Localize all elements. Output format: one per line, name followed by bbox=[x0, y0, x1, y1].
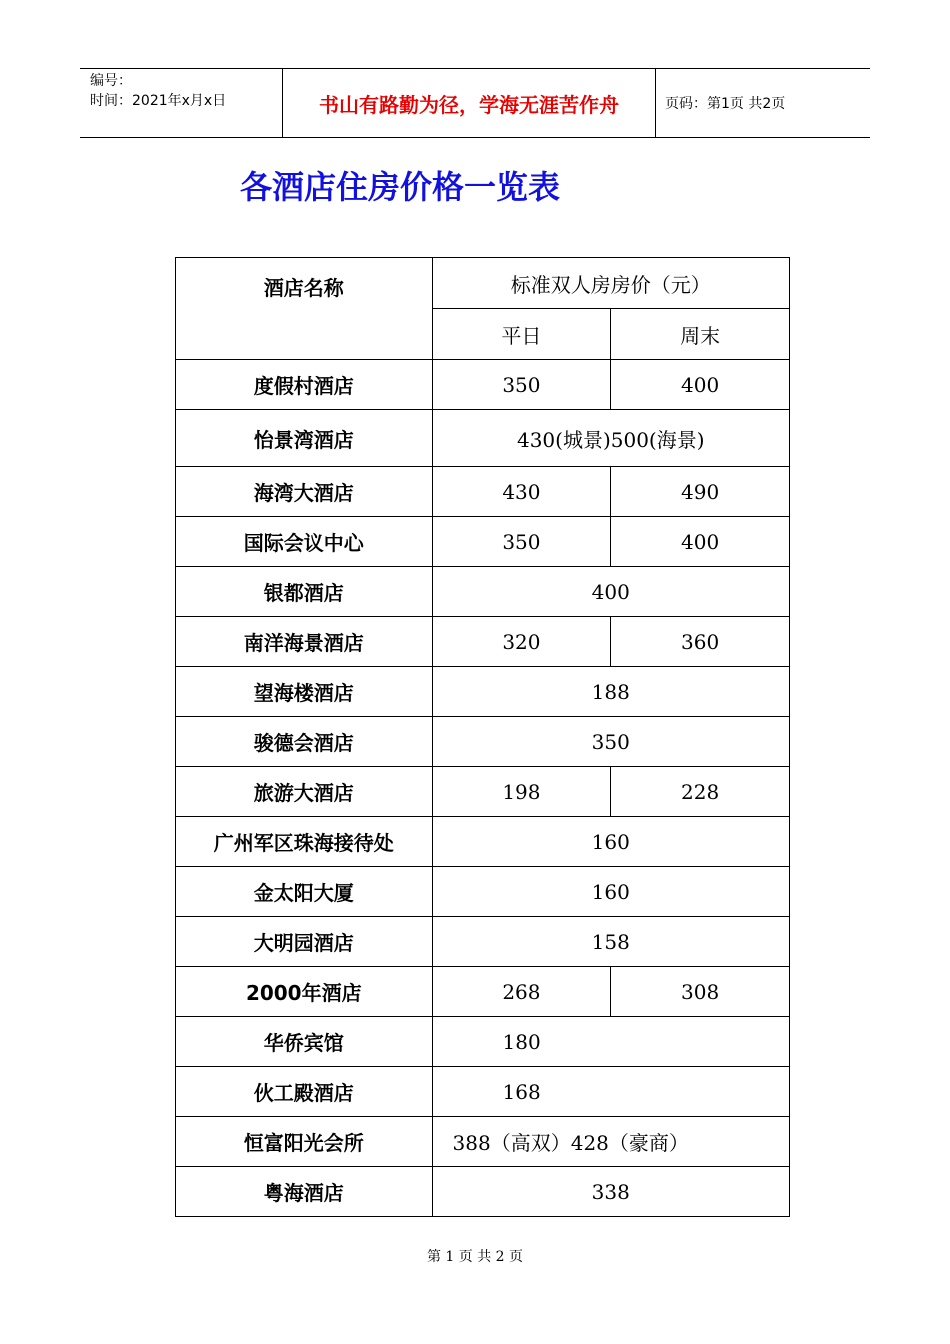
price-cell: 388（高双）428（豪商） bbox=[432, 1117, 789, 1167]
weekend-price: 228 bbox=[611, 767, 790, 817]
number-label: 编号： bbox=[90, 73, 132, 89]
hotel-name: 旅游大酒店 bbox=[176, 767, 433, 817]
col-header-weekday: 平日 bbox=[432, 309, 611, 360]
page-footer: 第 1 页 共 2 页 bbox=[426, 1249, 524, 1265]
table-row bbox=[176, 567, 790, 617]
weekend-price: 400 bbox=[611, 360, 790, 410]
price-cell: 338 bbox=[432, 1167, 789, 1217]
price-cell: 430(城景)500(海景) bbox=[432, 410, 789, 467]
table-row bbox=[176, 917, 790, 967]
hotel-name: 南洋海景酒店 bbox=[176, 617, 433, 667]
weekday-price: 198 bbox=[432, 767, 611, 817]
price-cell: 158 bbox=[432, 917, 789, 967]
table-row bbox=[176, 1017, 790, 1067]
hotel-name: 恒富阳光会所 bbox=[176, 1117, 433, 1167]
weekend-price: 308 bbox=[611, 967, 790, 1017]
hotel-name: 海湾大酒店 bbox=[176, 467, 433, 517]
weekend-price: 490 bbox=[611, 467, 790, 517]
hotel-name: 2000年酒店 bbox=[176, 967, 433, 1017]
weekend-price: 400 bbox=[611, 517, 790, 567]
hotel-name: 银都酒店 bbox=[176, 567, 433, 617]
hotel-name: 怡景湾酒店 bbox=[176, 410, 433, 467]
price-cell: 160 bbox=[432, 817, 789, 867]
weekday-price: 350 bbox=[432, 517, 611, 567]
price-cell: 400 bbox=[432, 567, 789, 617]
header-motto: 书山有路勤为径，学海无涯苦作舟 bbox=[319, 92, 619, 117]
table-row bbox=[176, 410, 790, 467]
price-cell: 180 bbox=[432, 1017, 789, 1067]
weekday-price: 268 bbox=[432, 967, 611, 1017]
price-cell: 188 bbox=[432, 667, 789, 717]
price-cell: 160 bbox=[432, 867, 789, 917]
time-label: 时间：2021年x月x日 bbox=[90, 93, 227, 109]
table-row bbox=[176, 667, 790, 717]
table-row bbox=[176, 517, 790, 567]
weekday-price: 430 bbox=[432, 467, 611, 517]
page-info: 页码：第1页 共2页 bbox=[665, 96, 786, 112]
table-row bbox=[176, 967, 790, 1017]
col-header-hotel-name: 酒店名称 bbox=[176, 258, 433, 360]
table-row bbox=[176, 1167, 790, 1217]
table-row bbox=[176, 1067, 790, 1117]
table-row bbox=[176, 817, 790, 867]
hotel-name: 粤海酒店 bbox=[176, 1167, 433, 1217]
hotel-name: 度假村酒店 bbox=[176, 360, 433, 410]
table-row bbox=[176, 1117, 790, 1167]
header-motto-cell bbox=[282, 69, 656, 137]
table-row bbox=[176, 717, 790, 767]
hotel-name: 金太阳大厦 bbox=[176, 867, 433, 917]
table-row bbox=[176, 617, 790, 667]
hotel-name: 广州军区珠海接待处 bbox=[176, 817, 433, 867]
price-cell: 350 bbox=[432, 717, 789, 767]
hotel-name: 国际会议中心 bbox=[176, 517, 433, 567]
table-row bbox=[176, 867, 790, 917]
col-header-weekend: 周末 bbox=[611, 309, 790, 360]
table-row bbox=[176, 767, 790, 817]
hotel-name: 骏德会酒店 bbox=[176, 717, 433, 767]
weekday-price: 350 bbox=[432, 360, 611, 410]
weekend-price: 360 bbox=[611, 617, 790, 667]
table-row bbox=[176, 467, 790, 517]
hotel-name: 华侨宾馆 bbox=[176, 1017, 433, 1067]
price-cell: 168 bbox=[432, 1067, 789, 1117]
header-meta bbox=[80, 69, 282, 137]
hotel-name: 望海楼酒店 bbox=[176, 667, 433, 717]
hotel-rate-table bbox=[175, 257, 790, 1217]
col-header-price: 标准双人房房价（元） bbox=[432, 258, 789, 309]
table-row bbox=[176, 360, 790, 410]
document-header bbox=[80, 68, 870, 138]
weekday-price: 320 bbox=[432, 617, 611, 667]
hotel-name: 大明园酒店 bbox=[176, 917, 433, 967]
hotel-name: 伙工殿酒店 bbox=[176, 1067, 433, 1117]
page-title: 各酒店住房价格一览表 bbox=[240, 168, 561, 206]
table-body bbox=[176, 360, 790, 1217]
